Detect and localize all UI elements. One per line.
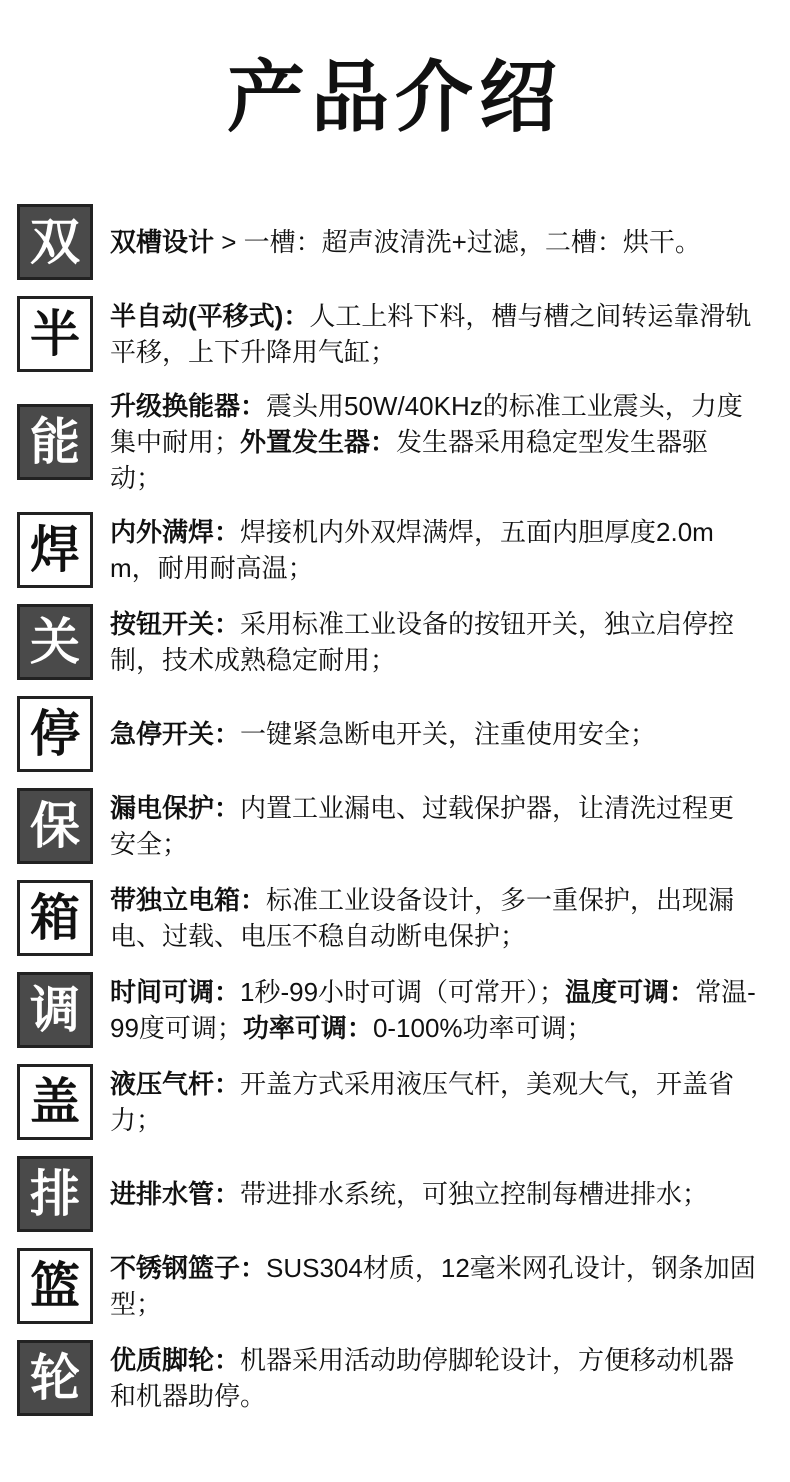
text-segment: > — [214, 227, 244, 257]
text-segment: 漏电保护： — [110, 793, 241, 823]
feature-item — [0, 972, 790, 1048]
text-segment: 温度可调： — [565, 977, 696, 1007]
feature-text — [110, 1342, 790, 1414]
text-segment: 升级换能器： — [110, 391, 267, 421]
text-segment: 机器采用活动助停脚轮设计，方便移动机器和机器助停。 — [110, 1345, 735, 1411]
feature-glyph-badge — [17, 788, 93, 864]
feature-glyph: 调 — [30, 982, 80, 1038]
feature-glyph-badge — [17, 1248, 93, 1324]
feature-glyph-badge — [17, 404, 93, 480]
feature-glyph-badge — [17, 696, 93, 772]
text-segment: 焊接机内外双焊满焊，五面内胆厚度2.0mm，耐用耐高温； — [110, 517, 714, 583]
feature-text — [110, 790, 790, 862]
feature-glyph: 排 — [30, 1166, 80, 1222]
feature-text — [110, 974, 790, 1046]
feature-text — [110, 606, 790, 678]
feature-item — [0, 880, 790, 956]
feature-glyph-badge — [17, 1064, 93, 1140]
feature-text — [110, 1176, 790, 1212]
feature-glyph: 轮 — [30, 1350, 80, 1406]
feature-glyph-badge — [17, 972, 93, 1048]
feature-glyph: 箱 — [30, 890, 80, 946]
feature-text — [110, 388, 790, 496]
feature-text — [110, 882, 790, 954]
text-segment: 人工上料下料，槽与槽之间转运靠滑轨平移，上下升降用气缸； — [110, 301, 752, 367]
feature-glyph-badge — [17, 204, 93, 280]
feature-text — [110, 514, 790, 586]
feature-item — [0, 604, 790, 680]
feature-text — [110, 298, 790, 370]
feature-glyph: 半 — [30, 306, 80, 362]
text-segment: 时间可调： — [110, 977, 241, 1007]
feature-item — [0, 788, 790, 864]
feature-glyph-badge — [17, 296, 93, 372]
feature-glyph: 篮 — [30, 1258, 80, 1314]
text-segment: 标准工业设备设计，多一重保护，出现漏电、过载、电压不稳自动断电保护； — [110, 885, 735, 951]
feature-item — [0, 296, 790, 372]
text-segment: 不锈钢篮子： — [110, 1253, 267, 1283]
feature-glyph-badge — [17, 512, 93, 588]
text-segment: 发生器采用稳定型发生器驱动； — [110, 427, 709, 493]
feature-list — [0, 204, 790, 1416]
text-segment: 一槽：超声波清洗+过滤，二槽：烘干。 — [243, 227, 701, 257]
text-segment: 按钮开关： — [110, 609, 241, 639]
feature-glyph: 焊 — [30, 522, 80, 578]
text-segment: 半自动(平移式)： — [110, 301, 310, 331]
feature-text — [110, 1066, 790, 1138]
text-segment: 内外满焊： — [110, 517, 241, 547]
feature-item — [0, 204, 790, 280]
feature-item — [0, 1156, 790, 1232]
page-title: 产品介绍 — [226, 53, 563, 141]
text-segment: 常温-99度可调； — [110, 977, 756, 1043]
text-segment: 进排水管： — [110, 1179, 241, 1209]
text-segment: 带独立电箱： — [110, 885, 267, 915]
text-segment: 外置发生器： — [240, 427, 397, 457]
feature-glyph: 盖 — [30, 1074, 80, 1130]
text-segment: 采用标准工业设备的按钮开关，独立启停控制，技术成熟稳定耐用； — [110, 609, 735, 675]
text-segment: 优质脚轮： — [110, 1345, 241, 1375]
text-segment: 双槽设计 — [110, 227, 215, 257]
text-segment: 开盖方式采用液压气杆，美观大气，开盖省力； — [110, 1069, 735, 1135]
feature-item — [0, 1248, 790, 1324]
text-segment: 功率可调： — [242, 1013, 373, 1043]
feature-glyph-badge — [17, 880, 93, 956]
text-segment: 急停开关： — [110, 719, 241, 749]
text-segment: 0-100%功率可调； — [372, 1013, 593, 1043]
text-segment: 一键紧急断电开关，注重使用安全； — [240, 719, 657, 749]
feature-item — [0, 1340, 790, 1416]
text-segment: 液压气杆： — [110, 1069, 241, 1099]
text-segment: 带进排水系统，可独立控制每槽进排水； — [240, 1179, 709, 1209]
feature-glyph: 关 — [30, 614, 80, 670]
feature-text — [110, 716, 790, 752]
feature-glyph: 能 — [30, 414, 80, 470]
feature-glyph-badge — [17, 1156, 93, 1232]
feature-item — [0, 1064, 790, 1140]
feature-glyph-badge — [17, 604, 93, 680]
feature-glyph-badge — [17, 1340, 93, 1416]
text-segment: 震头用50W/40KHz的标准工业震头，力度集中耐用； — [110, 391, 743, 457]
feature-text — [110, 224, 790, 260]
feature-item — [0, 512, 790, 588]
feature-text — [110, 1250, 790, 1322]
text-segment: SUS304材质，12毫米网孔设计，钢条加固型； — [110, 1253, 756, 1319]
feature-item — [0, 696, 790, 772]
feature-glyph: 停 — [30, 706, 80, 762]
text-segment: 内置工业漏电、过载保护器，让清洗过程更安全； — [110, 793, 735, 859]
feature-item — [0, 388, 790, 496]
text-segment: 1秒-99小时可调（可常开）； — [240, 977, 566, 1007]
feature-glyph: 保 — [30, 798, 80, 854]
feature-glyph: 双 — [30, 214, 80, 270]
